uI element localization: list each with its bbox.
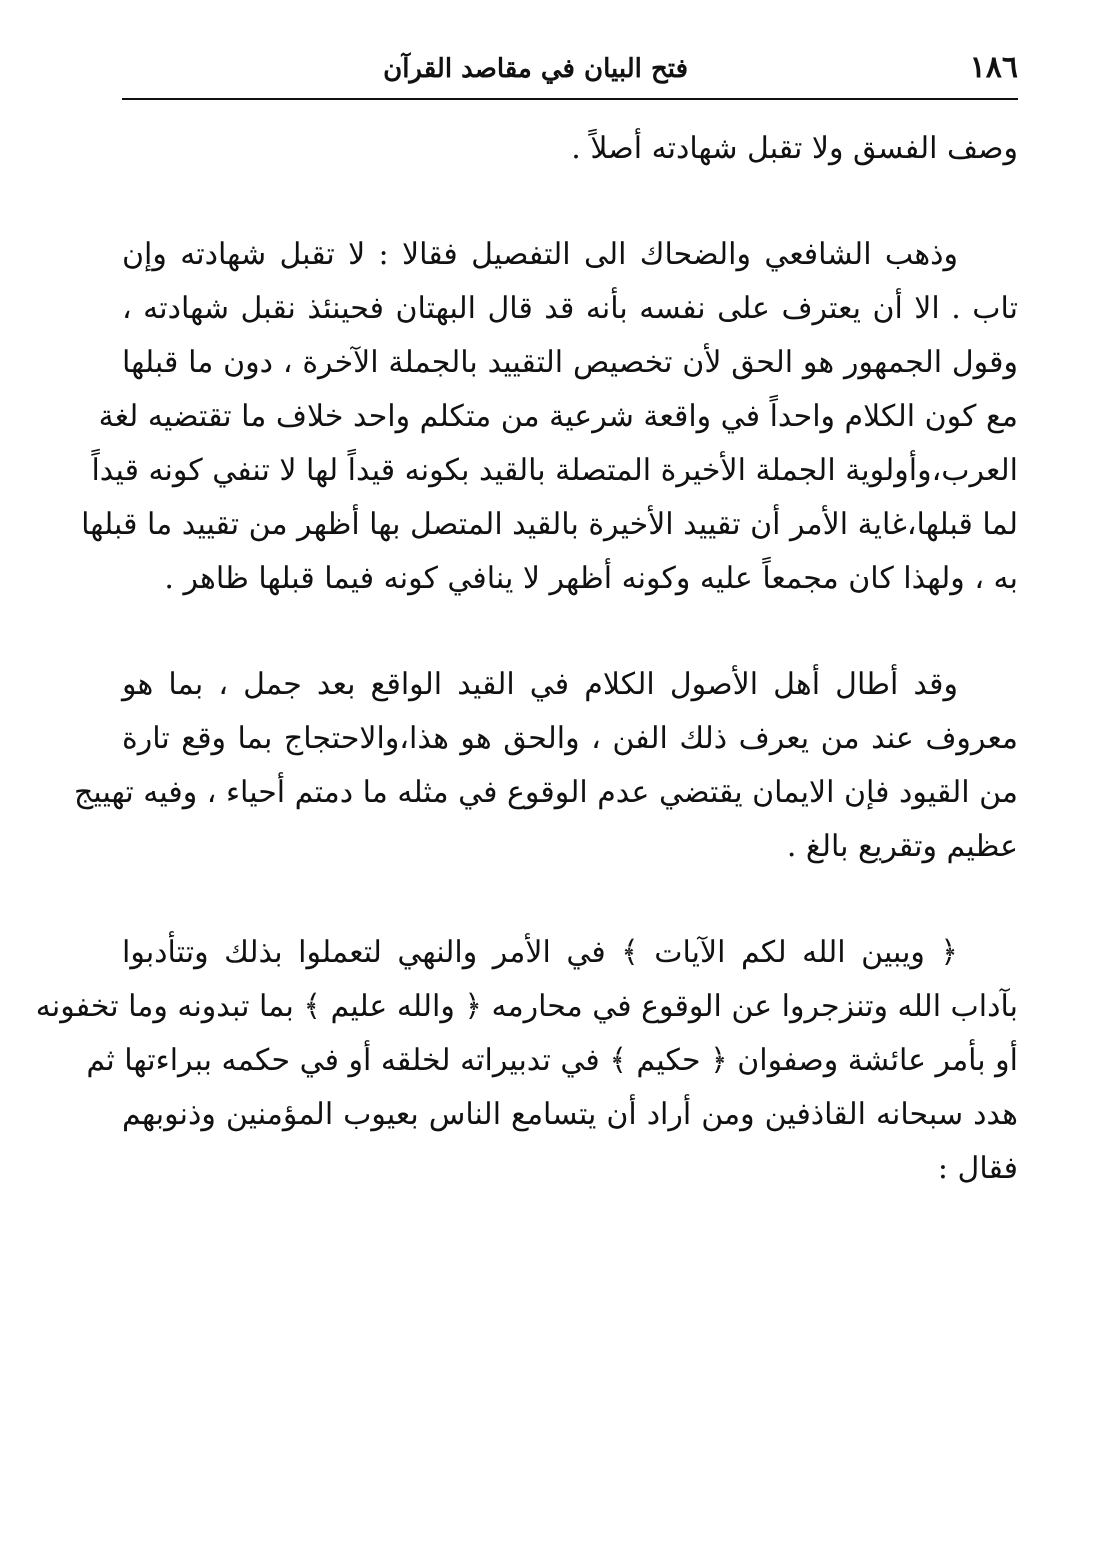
text-line: وقول الجمهور هو الحق لأن تخصيص التقييد بالجملة الآخرة ، دون ما قبلها xyxy=(122,345,1018,380)
running-header xyxy=(122,48,1018,100)
paragraph-spacer xyxy=(122,606,1018,658)
page-body xyxy=(35,122,1018,1196)
text-line: من القيود فإن الايمان يقتضي عدم الوقوع في مثله ما دمتم أحياء ، وفيه تهييج xyxy=(74,775,1018,810)
text-line: تاب . الا أن يعترف على نفسه بأنه قد قال البهتان فحينئذ نقبل شهادته ، xyxy=(122,291,1018,326)
text-line: بآداب الله وتنزجروا عن الوقوع في محارمه ﴿ والله عليم ﴾ بما تبدونه وما تخفونه xyxy=(35,989,1018,1024)
paragraph-spacer xyxy=(122,874,1018,926)
text-line: مع كون الكلام واحداً في واقعة شرعية من متكلم واحد خلاف ما تقتضيه لغة xyxy=(98,399,1018,434)
text-line: وقد أطال أهل الأصول الكلام في القيد الواقع بعد جمل ، بما هو xyxy=(122,667,958,702)
text-line: العرب،وأولوية الجملة الأخيرة المتصلة بالقيد بكونه قيداً لها لا تنفي كونه قيداً xyxy=(91,453,1018,488)
text-line: وذهب الشافعي والضحاك الى التفصيل فقالا : لا تقبل شهادته وإن xyxy=(122,237,958,272)
text-line: به ، ولهذا كان مجمعاً عليه وكونه أظهر لا ينافي كونه فيما قبلها ظاهر . xyxy=(164,561,1018,596)
text-line: فقال : xyxy=(937,1151,1018,1186)
text-line: معروف عند من يعرف ذلك الفن ، والحق هو هذا،والاحتجاج بما وقع تارة xyxy=(122,721,1018,756)
text-line: ﴿ ويبين الله لكم الآيات ﴾ في الأمر والنهي لتعملوا بذلك وتتأدبوا xyxy=(122,935,958,970)
paragraph-4 xyxy=(35,926,1018,1196)
book-title: فتح البيان في مقاصد القرآن xyxy=(383,54,688,84)
paragraph-3 xyxy=(74,658,1018,874)
paragraph-1 xyxy=(122,122,1018,176)
page-number: ١٨٦ xyxy=(969,50,1018,85)
text-line: عظيم وتقريع بالغ . xyxy=(786,829,1018,864)
text-line: هدد سبحانه القاذفين ومن أراد أن يتسامع الناس بعيوب المؤمنين وذنوبهم xyxy=(122,1097,1018,1132)
paragraph-2 xyxy=(81,228,1018,606)
text-line: لما قبلها،غاية الأمر أن تقييد الأخيرة بالقيد المتصل بها أظهر من تقييد ما قبلها xyxy=(81,507,1018,542)
text-line: وصف الفسق ولا تقبل شهادته أصلاً . xyxy=(571,131,1018,166)
text-line: أو بأمر عائشة وصفوان ﴿ حكيم ﴾ في تدبيراته لخلقه أو في حكمه ببراءتها ثم xyxy=(86,1043,1018,1078)
paragraph-spacer xyxy=(122,176,1018,228)
